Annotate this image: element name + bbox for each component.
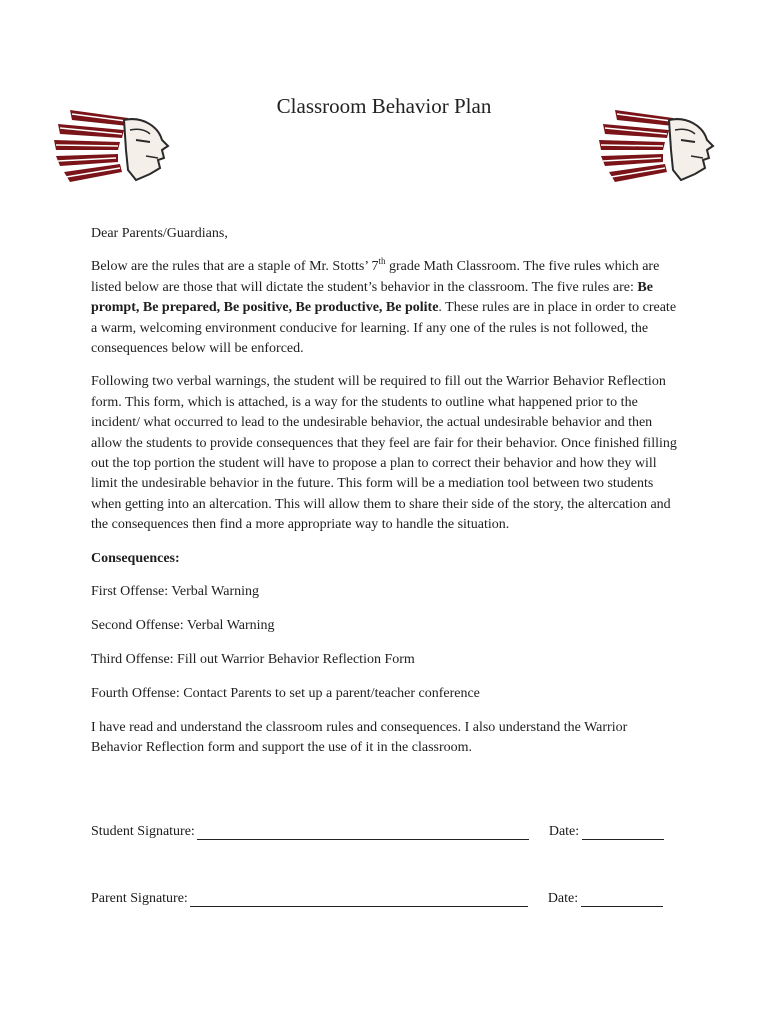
offense-item: Third Offense: Fill out Warrior Behavior Reflection Form <box>91 651 415 667</box>
student-signature-line[interactable] <box>197 825 529 840</box>
intro-paragraph <box>91 257 681 359</box>
warrior-headdress-logo-right <box>595 100 725 190</box>
headdress-feathers <box>54 110 128 182</box>
ordinal-superscript: th <box>378 256 386 267</box>
intro-text-1: Below are the rules that are a staple of Mr. Stotts’ 7 <box>91 259 379 275</box>
consequences-heading: Consequences: <box>91 550 180 566</box>
offense-item: First Offense: Verbal Warning <box>91 584 260 600</box>
parent-signature-line[interactable] <box>190 892 528 907</box>
student-date-label: Date: <box>548 824 580 839</box>
rules-list: Be prompt, Be prepared, Be positive, Be productive, Be polite <box>91 279 653 316</box>
student-signature-row <box>91 824 681 840</box>
student-date-line[interactable] <box>582 825 664 840</box>
parent-date-line[interactable] <box>581 892 663 907</box>
parent-signature-label: Parent Signature: <box>91 891 188 906</box>
parent-date-label: Date: <box>547 891 579 906</box>
student-signature-label: Student Signature: <box>91 824 195 839</box>
offense-item: Fourth Offense: Contact Parents to set up a parent/teacher conference <box>91 685 480 701</box>
warrior-face <box>669 119 713 180</box>
greeting: Dear Parents/Guardians, <box>91 226 228 241</box>
offense-item: Second Offense: Verbal Warning <box>91 618 275 633</box>
parent-signature-row <box>91 891 681 907</box>
intro-text-2: grade Math Classroom. The five rules which are listed below are those that will dictate the student’s behavior in the classroom. The five rules are: <box>91 259 660 295</box>
warrior-face <box>124 119 168 180</box>
letter-body <box>91 224 681 772</box>
acknowledgement-paragraph: I have read and understand the classroom rules and consequences. I also understand the Warrior Behavior Reflection form and support the use of it in the classroom. <box>91 719 628 756</box>
page-title: Classroom Behavior Plan <box>276 94 492 118</box>
headdress-feathers <box>599 110 673 182</box>
procedure-paragraph: Following two verbal warnings, the student will be required to fill out the Warrior Behavior Reflection form. This form, which is attached, is a way for the students to outline what happened prior to the incident/ what occurred to lead to the undesirable behavior, the actual undesirable behavior and then allow the students to provide consequences that they feel are fair for their behavior. Once finished filling out the top portion the student will have to propose a plan to correct their behavior and how they will limit the undesirable behavior in the future. This form will be a mediation tool between two students when getting into an altercation. This will allow them to share their side of the story, the altercation and the consequences then find a more appropriate way to handle the situation. <box>91 374 677 533</box>
intro-text-3: . These rules are in place in order to create a warm, welcoming environment conducive for learning. If any one of the rules is not followed, the consequences below will be enforced. <box>91 300 677 357</box>
